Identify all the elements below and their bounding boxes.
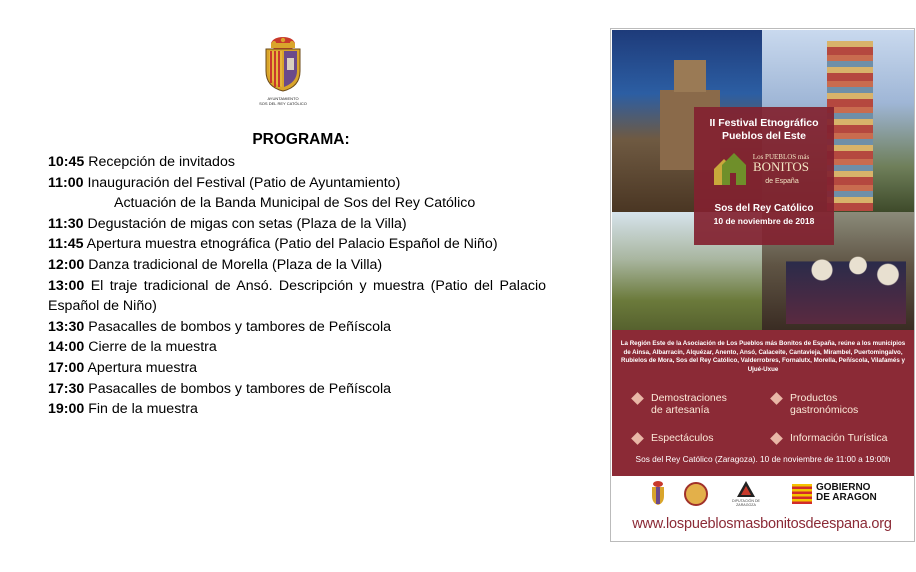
program-item-1130	[48, 214, 546, 235]
diamond-bullet-icon	[770, 432, 783, 445]
logo-text-line1: Los PUEBLOS más	[752, 153, 810, 161]
item-time: 13:00	[48, 277, 85, 294]
feature-line1: Demostraciones	[651, 392, 727, 404]
logo-subtext: de España	[765, 178, 799, 185]
crest-caption-line2: SOS DEL REY CATÓLICO	[259, 101, 307, 106]
diamond-bullet-icon	[631, 432, 644, 445]
sponsor-logos	[612, 476, 914, 516]
gobierno-label-line2: DE ARAGON	[816, 492, 877, 503]
program-item-1200	[48, 255, 546, 276]
feature-line1: Información Turística	[790, 432, 888, 444]
program-item-1700	[48, 358, 546, 379]
program-item-1300	[48, 276, 546, 317]
feature-line2: gastronómicos	[790, 404, 859, 416]
festival-place: Sos del Rey Católico	[714, 203, 814, 214]
ayuntamiento-crest-icon	[650, 480, 666, 506]
program-list	[48, 152, 546, 420]
costumed-people-shape	[786, 234, 906, 324]
program-item-1400	[48, 337, 546, 358]
item-time: 10:45	[48, 154, 85, 170]
item-text: Recepción de invitados	[84, 154, 235, 170]
aragon-flag-icon	[792, 484, 812, 504]
program-item-1900	[48, 399, 546, 420]
logo-text-line2: BONITOS	[752, 159, 810, 174]
crest-caption-line1: AYUNTAMIENTO	[267, 96, 299, 101]
poster-info-band	[612, 330, 914, 476]
item-text: Pasacalles de bombos y tambores de Peñíscola	[84, 318, 392, 335]
program-item-banda	[48, 193, 546, 214]
item-time: 17:00	[48, 359, 85, 376]
item-text: Apertura muestra etnográfica (Patio del Palacio Español de Niño)	[83, 236, 498, 253]
item-time: 11:30	[48, 215, 84, 232]
logo-text	[746, 153, 816, 173]
association-description: La Región Este de la Asociación de Los Pueblos más Bonitos de España, reúne a los municipios de Ainsa, Albarracín, Alquézar, Anento, Ansó, Calaceite, Cantavieja, Mirambel, Puertomingalvo, Rubielos de Mora, Sos del Rey Católico, Valderrobres, Fornalutx, Morella, Peñíscola, Vilafamés y Ujué-Uxue	[620, 340, 906, 373]
feature-line2: de artesanía	[651, 404, 710, 416]
program-item-1145	[48, 234, 546, 255]
item-time: 12:00	[48, 256, 85, 273]
triangle-logo-icon	[727, 480, 765, 498]
feature-line1: Productos	[790, 392, 838, 404]
festival-date: 10 de noviembre de 2018	[713, 216, 815, 226]
item-time: 14:00	[48, 339, 85, 356]
feature-demostraciones	[651, 392, 727, 416]
item-text: Danza tradicional de Morella (Plaza de la Villa)	[84, 256, 383, 273]
diputacion-label: DIPUTACIÓN DE ZARAGOZA	[732, 499, 760, 507]
diamond-bullet-icon	[770, 392, 783, 405]
gobierno-aragon-label	[816, 483, 877, 503]
item-text: Cierre de la muestra	[84, 339, 217, 356]
poster-footer-text: Sos del Rey Católico (Zaragoza). 10 de noviembre de 11:00 a 19:00h	[635, 454, 891, 464]
item-text: Actuación de la Banda Municipal de Sos del Rey Católico	[114, 195, 476, 212]
gobierno-label-line1: GOBIERNO	[816, 482, 871, 493]
item-text: Apertura muestra	[84, 359, 198, 376]
feature-espectaculos	[651, 432, 713, 444]
crest-caption	[244, 96, 322, 106]
diputacion-zaragoza-logo	[727, 480, 765, 508]
item-text: Fin de la muestra	[84, 401, 198, 418]
feature-line1: Espectáculos	[651, 432, 714, 444]
item-time: 11:00	[48, 174, 84, 191]
pueblos-bonitos-logo	[712, 151, 816, 191]
feature-informacion	[790, 432, 887, 444]
festival-title-line1: II Festival Etnográfico	[709, 117, 819, 129]
program-item-1330	[48, 317, 546, 338]
festival-title	[694, 117, 834, 143]
round-seal-icon	[684, 482, 708, 506]
festival-title-box	[694, 107, 834, 245]
diamond-bullet-icon	[631, 392, 644, 405]
item-time: 13:30	[48, 318, 85, 335]
program-item-1100	[48, 173, 546, 194]
website-url: www.lospueblosmasbonitosdeespana.org	[632, 516, 892, 532]
feature-productos	[790, 392, 858, 416]
program-item-1730	[48, 379, 546, 400]
festival-poster	[610, 28, 915, 542]
item-text: Inauguración del Festival (Patio de Ayuntamiento)	[83, 174, 401, 191]
program-title: PROGRAMA:	[252, 131, 350, 148]
item-time: 19:00	[48, 401, 85, 418]
item-time: 11:45	[48, 236, 84, 253]
item-text: Pasacalles de bombos y tambores de Peñíscola	[84, 380, 392, 397]
item-time: 17:30	[48, 380, 85, 397]
festival-title-line2: Pueblos del Este	[721, 130, 807, 142]
item-text: El traje tradicional de Ansó. Descripción y muestra (Patio del Palacio Español de Niño)	[48, 277, 546, 315]
item-text: Degustación de migas con setas (Plaza de la Villa)	[83, 215, 407, 232]
program-item-1045	[48, 152, 546, 173]
